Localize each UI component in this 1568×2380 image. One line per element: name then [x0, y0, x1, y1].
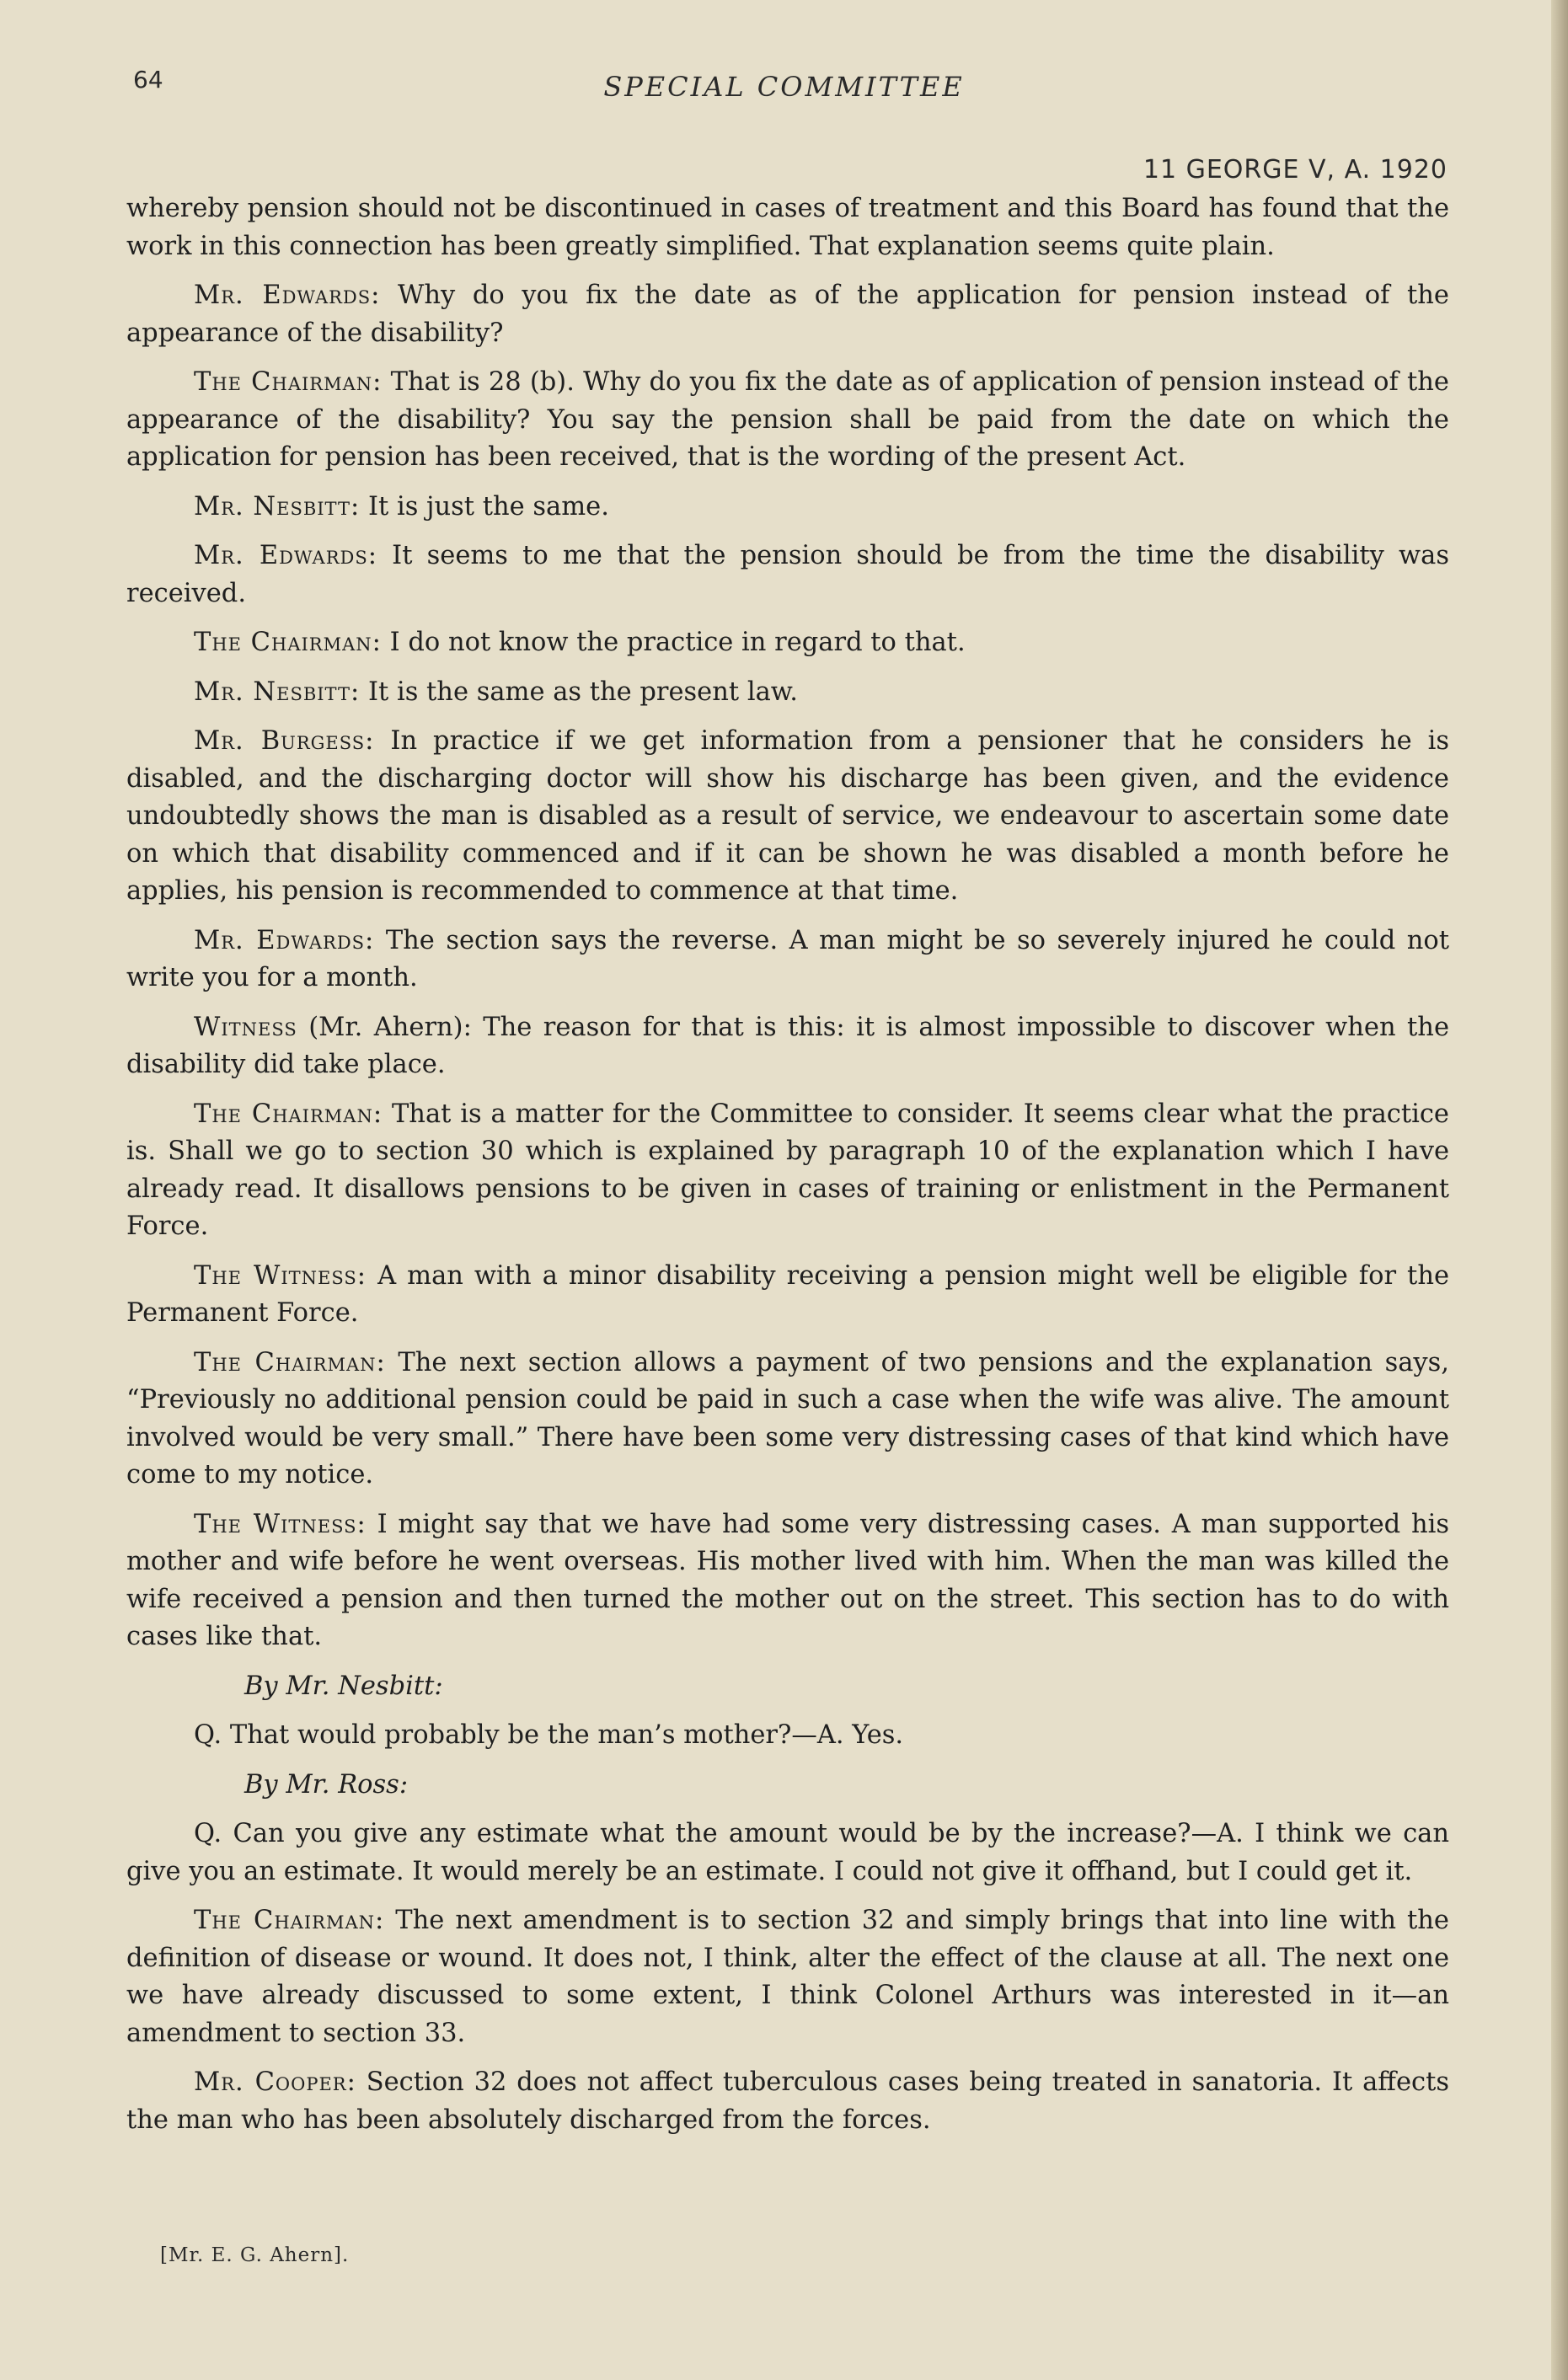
paragraph: [126, 923, 1449, 997]
speaker-name: Mr. Burgess:: [194, 726, 375, 756]
paragraph: [126, 2064, 1449, 2139]
witness-footer-note: [Mr. E. G. Ahern].: [160, 2244, 350, 2266]
examiner-heading: By Mr. Ross:: [244, 1769, 409, 1800]
paragraph: [126, 277, 1449, 352]
page-spine-edge: [1551, 0, 1568, 2380]
session-reference: 11 GEORGE V, A. 1920: [1143, 155, 1448, 185]
body-text: [126, 190, 1449, 2151]
speech-text: Section 32 does not affect tuberculous cases being treated in sanatoria. It affects the man who has been absolutely discharged from the forces.: [126, 2067, 1449, 2135]
speaker-name: The Witness:: [194, 1260, 367, 1291]
examiner-heading: By Mr. Nesbitt:: [244, 1671, 443, 1701]
speaker-name: The Chairman:: [194, 1347, 386, 1377]
speech-text: The next amendment is to section 32 and simply brings that into line with the definition of disease or wound. It does not, I think, alter the effect of the clause at all. The next one we have already discussed to some extent, I think Colonel Arthurs was interested in it—an amendment to section 33.: [126, 1906, 1449, 2048]
speaker-name: Mr. Edwards:: [194, 281, 381, 310]
question-answer: Q. Can you give any estimate what the amount would be by the increase?—A. I think we can give you an estimate. It would merely be an estimate. I could not give it offhand, but I could get it.: [126, 1819, 1449, 1886]
speaker-name: The Chairman:: [194, 367, 383, 397]
speech-text: Why do you fix the date as of the application for pension instead of the appearance of the disability?: [126, 281, 1449, 348]
speech-text: That is a matter for the Committee to consider. It seems clear what the practice is. Shall we go to section 30 which is explained by paragraph 10 of the explanation which I have already read. It disallows pensions to be given in cases of training or enlistment in the Permanent Force.: [126, 1099, 1449, 1241]
speaker-name: Mr. Edwards:: [194, 925, 375, 955]
paragraph: [126, 1345, 1449, 1495]
running-head: SPECIAL COMMITTEE: [603, 71, 965, 103]
speech-text: The section says the reverse. A man might be so severely injured he could not write you for a month.: [126, 925, 1449, 992]
paragraph: [126, 674, 1449, 712]
paragraph: [126, 489, 1449, 527]
speaker-name: Mr. Nesbitt:: [194, 491, 361, 521]
speaker-name: Mr. Nesbitt:: [194, 677, 361, 707]
paragraph: [126, 624, 1449, 662]
paragraph: whereby pension should not be discontinued in cases of treatment and this Board has found that the work in this connection has been greatly simplified. That explanation seems quite plain.: [126, 194, 1449, 261]
speaker-name: The Witness:: [194, 1509, 367, 1539]
paragraph: [126, 1506, 1449, 1656]
paragraph: [126, 1902, 1449, 2052]
speech-text: That is 28 (b). Why do you fix the date as of application of pension instead of the appearance of the disability? You say the pension shall be paid from the date on which the application for pension has been received, that is the wording of the present Act.: [126, 367, 1449, 472]
speech-text: It is the same as the present law.: [360, 677, 798, 707]
speech-text: It is just the same.: [360, 491, 609, 521]
paragraph: [126, 1096, 1449, 1246]
speech-text: I do not know the practice in regard to that.: [381, 628, 966, 657]
speech-text: A man with a minor disability receiving a pension might well be eligible for the Permanent Force.: [126, 1260, 1450, 1328]
paragraph: [126, 1009, 1449, 1084]
paragraph: [126, 723, 1449, 911]
paragraph: [126, 364, 1449, 477]
paragraph: [126, 1258, 1449, 1333]
speaker-name: Witness: [194, 1012, 297, 1042]
speech-text: It seems to me that the pension should be from the time the disability was received.: [126, 541, 1449, 608]
speaker-name: The Chairman:: [194, 628, 382, 657]
speaker-name: The Chairman:: [194, 1099, 383, 1129]
paragraph: [126, 538, 1449, 612]
speech-text: (Mr. Ahern): The reason for that is this: it is almost impossible to discover when the disability did take place.: [126, 1012, 1449, 1079]
speech-text: I might say that we have had some very distressing cases. A man supported his mother and wife before he went overseas. His mother lived with him. When the man was killed the wife received a pension and then turned the mother out on the street. This section has to do with cases like that.: [126, 1509, 1450, 1651]
question-answer: Q. That would probably be the man’s mother?—A. Yes.: [194, 1720, 904, 1750]
speaker-name: The Chairman:: [194, 1906, 385, 1935]
speaker-name: Mr. Cooper:: [194, 2067, 356, 2097]
speaker-name: Mr. Edwards:: [194, 541, 378, 570]
speech-text: In practice if we get information from a pensioner that he considers he is disabled, and the discharging doctor will show his discharge has been given, and the evidence undoubtedly shows the man is disabled as a result of service, we endeavour to ascertain some date on which that disability commenced and if it can be shown he was disabled a month before he applies, his pension is recommended to commence at that time.: [126, 726, 1450, 906]
speech-text: The next section allows a payment of two pensions and the explanation says, “Previously no additional pension could be paid in such a case when the wife was alive. The amount involved would be very small.” There have been some very distressing cases of that kind which have come to my notice.: [126, 1347, 1449, 1490]
page-number: 64: [133, 66, 163, 94]
